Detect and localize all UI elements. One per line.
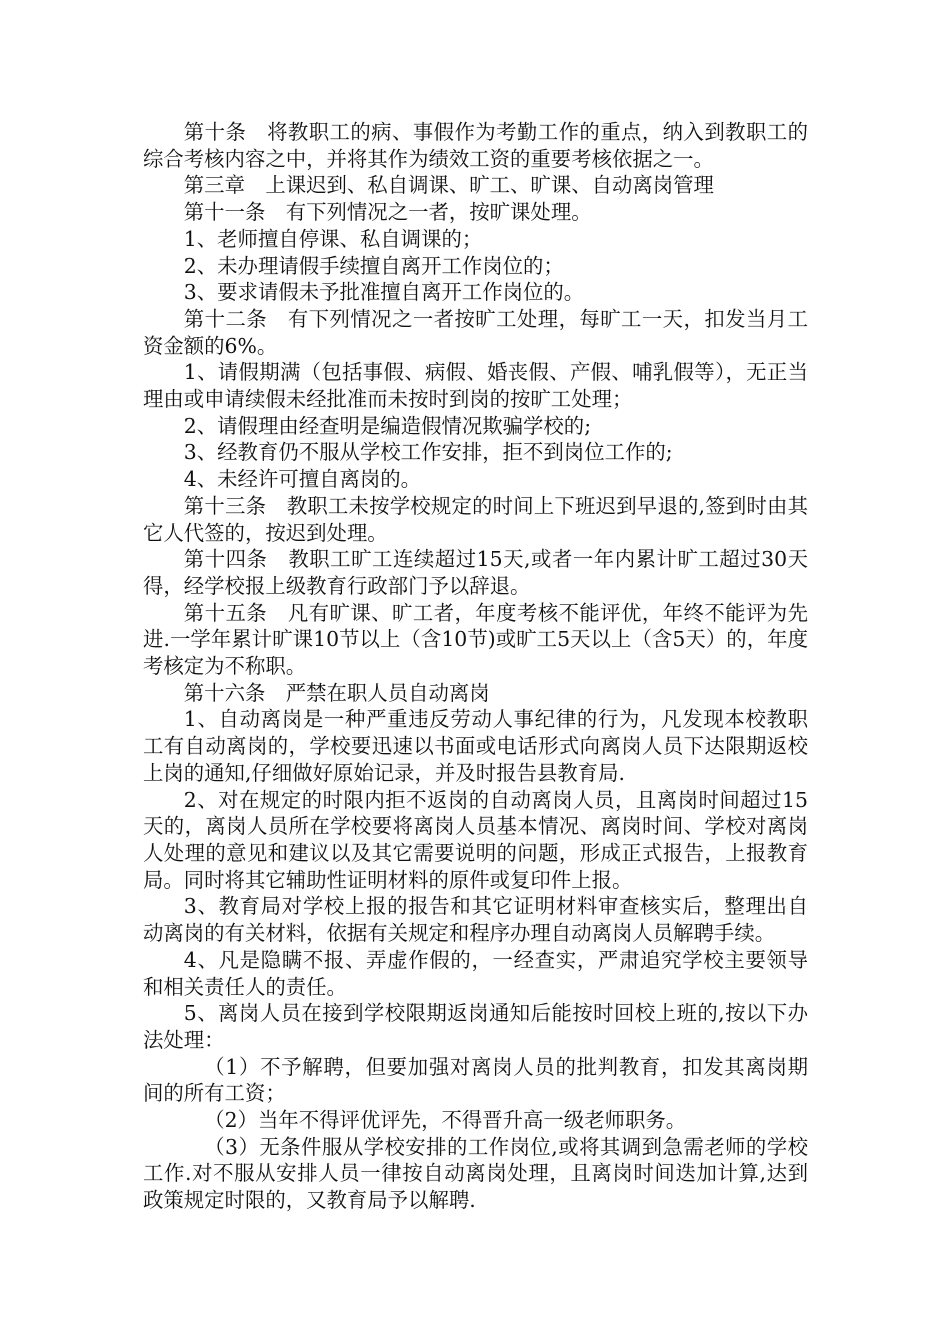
article-16: 第十六条 严禁在职人员自动离岗 <box>183 680 490 705</box>
article-16-item-2: 2、对在规定的时限内拒不返岗的自动离岗人员，且离岗时间超过15天的，离岗人员所在学校要将离岗人员基本情况、离岗时间、学校对离岗人处理的意见和建议以及其它需要说明的问题，形成正式报告，上报教育局。同时将其它辅助性证明材料的原件或复印件上报。 <box>143 787 808 892</box>
article-11-item-3: 3、要求请假未予批准擅自离开工作岗位的。 <box>183 280 585 305</box>
article-16-item-3: 3、教育局对学校上报的报告和其它证明材料审查核实后，整理出自动离岗的有关材料，依据有关规定和程序办理自动离岗人员解聘手续。 <box>143 894 808 946</box>
article-16-item-1: 1、自动离岗是一种严重违反劳动人事纪律的行为，凡发现本校教职工有自动离岗的，学校要迅速以书面或电话形式向离岗人员下达限期返校上岗的通知,仔细做好原始记录，并及时报告县教育局. <box>143 707 808 785</box>
article-13: 第十三条 教职工未按学校规定的时间上下班迟到早退的,签到时由其它人代签的，按迟到处理。 <box>143 493 808 545</box>
article-12-item-3: 3、经教育仍不服从学校工作安排，拒不到岗位工作的; <box>183 440 673 465</box>
article-10: 第十条 将教职工的病、事假作为考勤工作的重点，纳入到教职工的综合考核内容之中，并将其作为绩效工资的重要考核依据之一。 <box>143 120 808 171</box>
document-body <box>143 119 808 1214</box>
article-11-item-2: 2、未办理请假手续擅自离开工作岗位的； <box>183 253 564 278</box>
article-11-item-1: 1、老师擅自停课、私自调课的； <box>183 226 483 251</box>
article-12-item-2: 2、请假理由经查明是编造假情况欺骗学校的; <box>183 413 592 438</box>
article-12-item-4: 4、未经许可擅自离岗的。 <box>183 467 422 492</box>
article-16-item-5: 5、离岗人员在接到学校限期返岗通知后能按时回校上班的,按以下办法处理： <box>143 1001 808 1052</box>
article-16-item-5-sub-1: （1）不予解聘，但要加强对离岗人员的批判教育，扣发其离岗期间的所有工资； <box>143 1054 808 1106</box>
article-11: 第十一条 有下列情况之一者，按旷课处理。 <box>183 200 592 225</box>
article-12: 第十二条 有下列情况之一者按旷工处理，每旷工一天，扣发当月工资金额的6%。 <box>143 306 808 358</box>
article-16-item-5-sub-3: （3）无条件服从学校安排的工作岗位,或将其调到急需老师的学校工作.对不服从安排人员一律按自动离岗处理，且离岗时间迭加计算,达到政策规定时限的，又教育局予以解聘. <box>143 1134 808 1213</box>
article-16-item-5-sub-2: （2）当年不得评优评先，不得晋升高一级老师职务。 <box>204 1108 687 1133</box>
chapter-3-heading: 第三章 上课迟到、私自调课、旷工、旷课、自动离岗管理 <box>183 173 714 198</box>
article-16-item-4: 4、凡是隐瞒不报、弄虚作假的，一经查实，严肃追究学校主要领导和相关责任人的责任。 <box>143 947 808 999</box>
article-15: 第十五条 凡有旷课、旷工者，年度考核不能评优，年终不能评为先进.一学年累计旷课10节以上（含10节)或旷工5天以上（含5天）的，年度考核定为不称职。 <box>143 600 808 679</box>
article-14: 第十四条 教职工旷工连续超过15天,或者一年内累计旷工超过30天得，经学校报上级教育行政部门予以辞退。 <box>143 547 808 598</box>
article-12-item-1: 1、请假期满（包括事假、病假、婚丧假、产假、哺乳假等），无正当理由或申请续假未经批准而未按时到岗的按旷工处理； <box>143 360 808 412</box>
